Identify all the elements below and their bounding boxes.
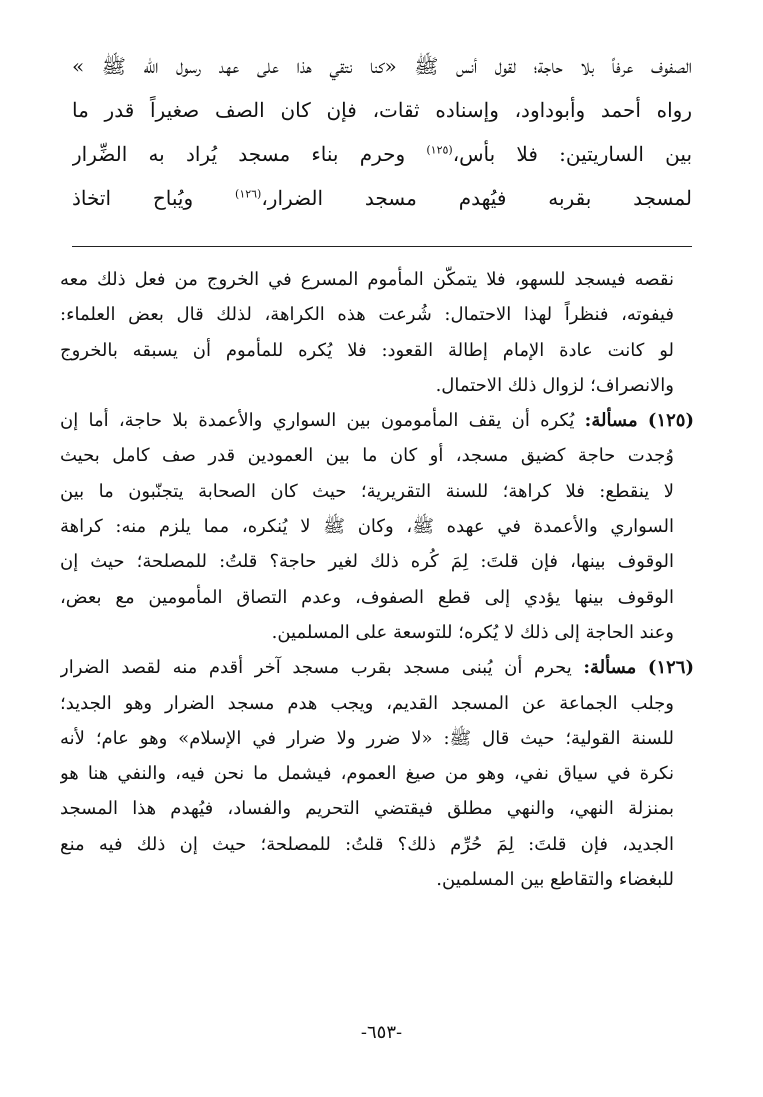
note-intro-line-1: نقصه فيسجد للسهو، فلا يتمكّن المأموم المسرع في الخروج من فعل ذلك معه [60, 269, 674, 290]
note-intro-line-4: والانصراف؛ لزوال ذلك الاحتمال. [435, 374, 674, 396]
note-125-line-1 [60, 403, 694, 438]
footnote-ref-125[interactable]: (١٢٥) [426, 143, 453, 157]
main-line-3-text: بين الساريتين: فلا بأس، [452, 142, 692, 166]
main-line-4-text: لمسجد بقربه فيُهدم مسجد الضرار، [261, 186, 692, 210]
footnote-ref-126[interactable]: (١٢٦) [235, 187, 262, 201]
note-125-line-5: الوقوف بينها، فإن قلتَ: لِمَ كُره ذلك لغير حاجة؟ قلتُ: للمصلحة؛ حيث إن [60, 551, 674, 573]
main-line-4 [72, 176, 692, 220]
note-125-line-4: السواري والأعمدة في عهده ﷺ، وكان ﷺ لا يُنكره، مما يلزم منه: كراهة [60, 516, 674, 538]
main-line-3-cont: وحرم بناء مسجد يُراد به الضِّرار [72, 142, 406, 166]
note-125-label: مسألة: [584, 410, 638, 432]
note-intro-line-3: لو كانت عادة الإمام إطالة القعود: فلا يُكره للمأموم أن يسبقه بالخروج [60, 339, 674, 361]
note-125-number: (١٢٥) [647, 410, 694, 432]
note-125-line-7: وعند الحاجة إلى ذلك لا يُكره؛ للتوسعة على المسلمين. [271, 621, 674, 643]
page-number: -٦٥٣- [360, 1022, 403, 1043]
main-line-4-cont: ويُباح اتخاذ [72, 186, 194, 210]
note-126-line-2: وجلب الجماعة عن المسجد القديم، ويجب هدم مسجد الضرار وهو الجديد؛ [60, 692, 674, 714]
note-125-line-2: وُجدت حاجة كضيق مسجد، أو كان ما بين العمودين قدر صف كامل بحيث [60, 445, 674, 467]
note-126-line-3: للسنة القولية؛ حيث قال ﷺ: «لا ضرر ولا ضرار في الإسلام» وهو عام؛ لأنه [60, 727, 674, 749]
main-line-3 [72, 132, 692, 176]
footnotes-block [60, 262, 694, 897]
note-126-line-6: الجديد، فإن قلتَ: لِمَ حُرِّم ذلك؟ قلتُ: للمصلحة؛ حيث إن ذلك فيه منع [60, 833, 674, 855]
note-126-line-1 [60, 650, 694, 685]
note-125-line-6: الوقوف بينها يؤدي إلى قطع الصفوف، وعدم التصاق المأمومين مع بعض، [60, 586, 674, 608]
note-126-number: (١٢٦) [647, 657, 694, 679]
main-text-block [72, 44, 692, 220]
main-line-2: رواه أحمد وأبوداود، وإسناده ثقات، فإن كان الصف صغيراً قدر ما [72, 98, 692, 122]
note-126-line-7: للبغضاء والتقاطع بين المسلمين. [436, 869, 674, 891]
note-126-label: مسألة: [583, 657, 637, 679]
note-126-text-1: يحرم أن يُبنى مسجد بقرب مسجد آخر أقدم منه لقصد الضرار [60, 657, 572, 679]
footnote-separator [72, 246, 692, 247]
main-line-1: الصفوف عرفاً بلا حاجة؛ لقول أنس ﷺ «كنا نتقي هذا على عهد رسول الله ﷺ » [72, 54, 692, 78]
note-125-text-1: يُكره أن يقف المأمومون بين السواري والأعمدة بلا حاجة، أما إن [60, 410, 575, 432]
note-125-line-3: لا ينقطع: فلا كراهة؛ للسنة التقريرية؛ حيث كان الصحابة يتجنّبون ما بين [60, 480, 674, 502]
note-126-line-5: بمنزلة النهي، والنهي مطلق فيقتضي التحريم والفساد، فيُهدم هذا المسجد [60, 798, 674, 820]
note-intro-line-2: فيفوته، فنظراً لهذا الاحتمال: شُرعت هذه الكراهة، لذلك قال بعض العلماء: [60, 304, 674, 326]
note-126-line-4: نكرة في سياق نفي، وهو من صيغ العموم، فيشمل ما نحن فيه، والنفي هنا هو [60, 763, 674, 785]
